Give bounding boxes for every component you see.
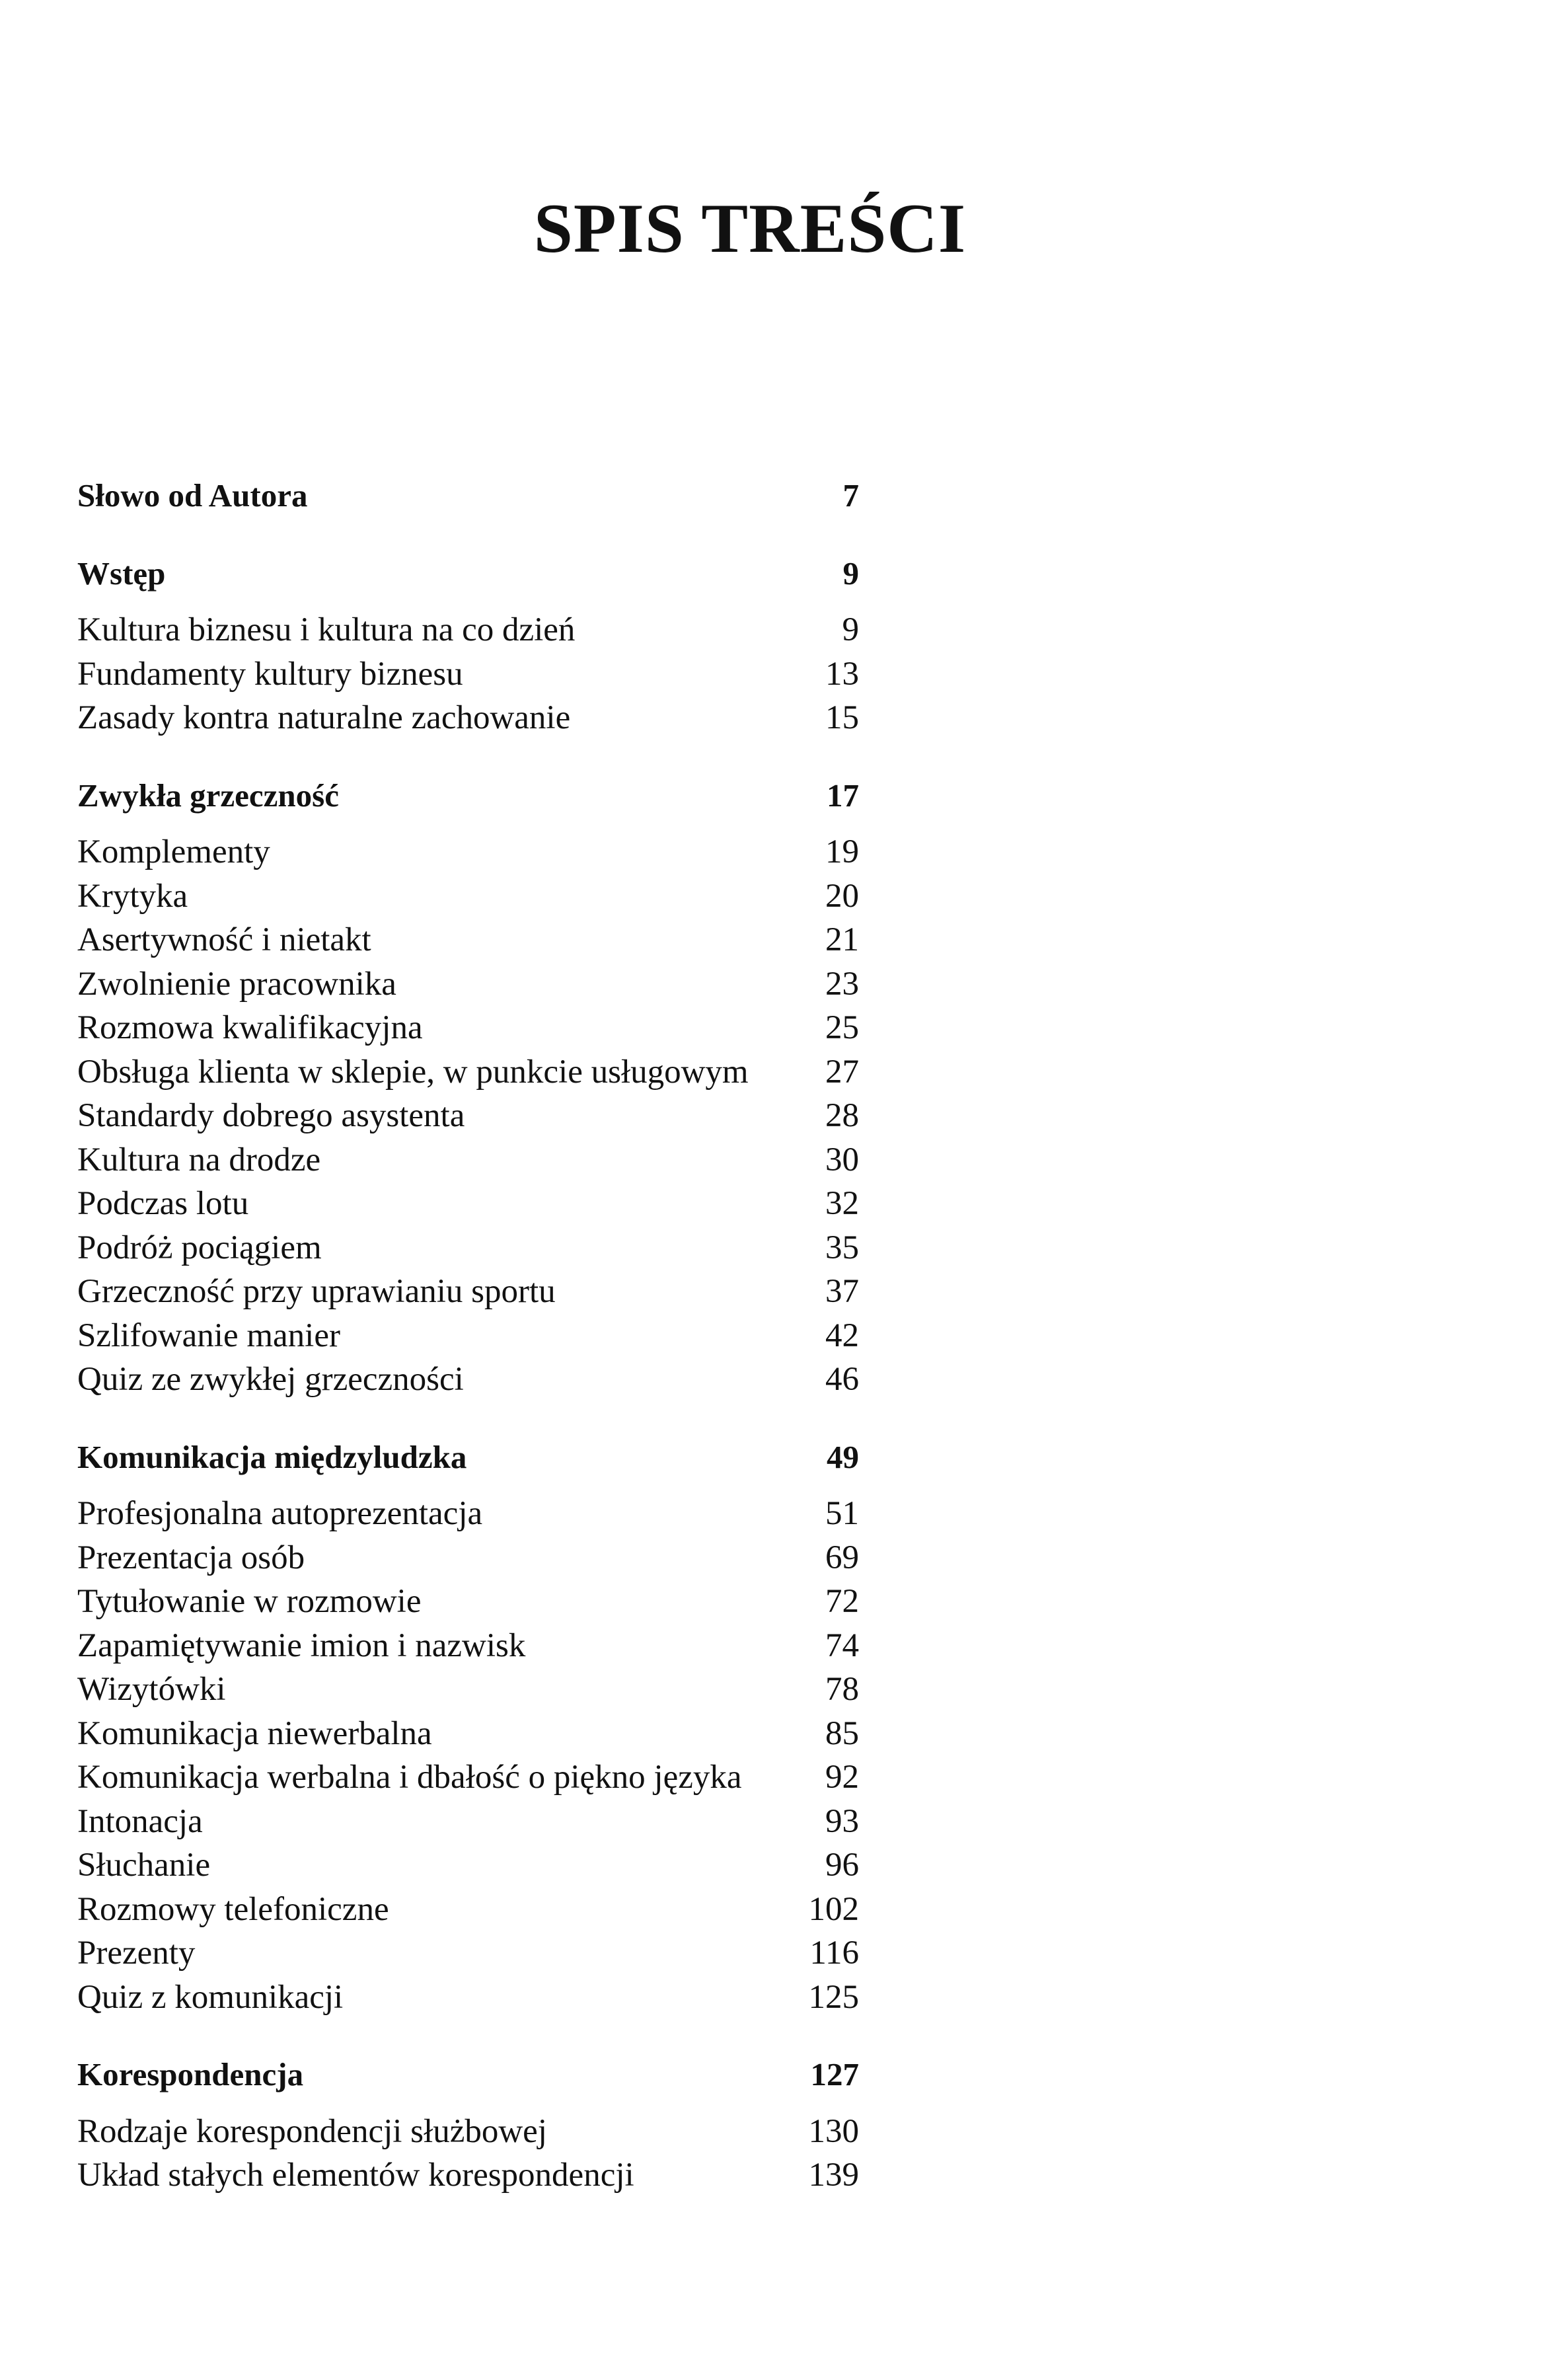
- toc-entry-title: Słuchanie: [77, 1847, 211, 1884]
- toc-chapter: [77, 774, 859, 818]
- toc-chapter: [77, 1436, 859, 1480]
- toc-entry: [77, 608, 859, 652]
- toc-chapter: [77, 474, 859, 518]
- toc-entry-page-number: 9: [842, 611, 859, 648]
- toc-entry: [77, 1226, 859, 1270]
- page-title: SPIS TREŚCI: [533, 190, 967, 267]
- toc-entry: [77, 1712, 859, 1756]
- toc-entry-title: Krytyka: [77, 877, 188, 915]
- toc-entry-title: Intonacja: [77, 1802, 203, 1840]
- toc-chapter-page-number: 17: [827, 777, 859, 814]
- toc-entry: [77, 2153, 859, 2198]
- toc-entry-title: Zasady kontra naturalne zachowanie: [77, 699, 571, 736]
- toc-entry-title: Profesjonalna autoprezentacja: [77, 1495, 483, 1532]
- toc-entry-title: Obsługa klienta w sklepie, w punkcie usługowym: [77, 1053, 749, 1091]
- toc-entry-page-number: 116: [809, 1935, 859, 1972]
- toc-entry-title: Prezenty: [77, 1935, 196, 1972]
- toc-section: [77, 1436, 859, 2020]
- toc-entry: [77, 1888, 859, 1932]
- toc-entry-page-number: 96: [825, 1847, 859, 1884]
- toc-entry-title: Kultura biznesu i kultura na co dzień: [77, 611, 576, 648]
- toc-entry: [77, 830, 859, 874]
- toc-entry-title: Wizytówki: [77, 1671, 226, 1708]
- toc-entry: [77, 1138, 859, 1182]
- toc-entry-page-number: 125: [808, 1978, 859, 2016]
- toc-entry: [77, 1358, 859, 1402]
- toc-entry-title: Podczas lotu: [77, 1185, 249, 1222]
- toc-entry: [77, 1755, 859, 1800]
- toc-entry: [77, 1800, 859, 1844]
- toc-entry: [77, 1536, 859, 1580]
- toc-entry-title: Quiz z komunikacji: [77, 1978, 344, 2016]
- toc-section: [77, 2053, 859, 2198]
- toc-entry-title: Komunikacja werbalna i dbałość o piękno języka: [77, 1759, 742, 1796]
- toc-entry: [77, 1182, 859, 1226]
- toc-entry: [77, 1050, 859, 1094]
- toc-entry: [77, 918, 859, 962]
- toc-entry: [77, 652, 859, 697]
- toc-entry-title: Kultura na drodze: [77, 1141, 321, 1178]
- toc-entry-title: Układ stałych elementów korespondencji: [77, 2157, 634, 2194]
- toc-entry-title: Zwolnienie pracownika: [77, 965, 396, 1003]
- toc-entry-page-number: 28: [825, 1097, 859, 1134]
- toc-entry-title: Rozmowy telefoniczne: [77, 1890, 389, 1928]
- toc-entry: [77, 1094, 859, 1138]
- toc-entry-title: Rozmowa kwalifikacyjna: [77, 1009, 423, 1046]
- toc-entry-page-number: 139: [808, 2157, 859, 2194]
- toc-entry: [77, 1580, 859, 1624]
- toc-entry-page-number: 93: [825, 1802, 859, 1840]
- toc-entry: [77, 1624, 859, 1668]
- toc-entry: [77, 962, 859, 1007]
- toc-entry-title: Asertywność i nietakt: [77, 921, 371, 958]
- toc-entry-title: Prezentacja osób: [77, 1539, 305, 1576]
- toc-entry-title: Tytułowanie w rozmowie: [77, 1583, 422, 1620]
- toc-chapter-page-number: 7: [842, 477, 859, 514]
- toc-entry-page-number: 78: [825, 1671, 859, 1708]
- toc-entry-title: Rodzaje korespondencji służbowej: [77, 2112, 547, 2150]
- toc-chapter: [77, 2053, 859, 2097]
- toc-entry: [77, 1931, 859, 1976]
- toc-entry-page-number: 25: [825, 1009, 859, 1046]
- toc-chapter-title: Słowo od Autora: [77, 477, 308, 514]
- toc-chapter-title: Korespondencja: [77, 2056, 304, 2092]
- toc-entry-title: Grzeczność przy uprawianiu sportu: [77, 1273, 556, 1310]
- toc-entry-title: Quiz ze zwykłej grzeczności: [77, 1361, 464, 1398]
- toc-entry: [77, 1006, 859, 1050]
- toc-chapter-title: Wstęp: [77, 555, 166, 592]
- toc-entry-page-number: 51: [825, 1495, 859, 1532]
- toc-entry: [77, 1492, 859, 1536]
- toc-chapter-page-number: 9: [842, 555, 859, 592]
- toc-section: [77, 552, 859, 740]
- toc-entry-page-number: 30: [825, 1141, 859, 1178]
- toc-entry-page-number: 20: [825, 877, 859, 915]
- toc-entry-page-number: 74: [825, 1627, 859, 1664]
- toc-entry: [77, 874, 859, 919]
- toc-entry: [77, 696, 859, 740]
- toc-entry-title: Komunikacja niewerbalna: [77, 1714, 432, 1752]
- toc-entry-page-number: 130: [808, 2112, 859, 2150]
- toc-entry-title: Standardy dobrego asystenta: [77, 1097, 465, 1134]
- toc-entry-page-number: 37: [825, 1273, 859, 1310]
- toc-entry: [77, 1976, 859, 2020]
- toc-entry-page-number: 13: [825, 655, 859, 693]
- toc-entry: [77, 1843, 859, 1888]
- table-of-contents: [77, 474, 859, 2231]
- toc-entry-title: Zapamiętywanie imion i nazwisk: [77, 1627, 526, 1664]
- toc-entry-title: Komplementy: [77, 833, 270, 870]
- toc-chapter-page-number: 49: [827, 1438, 859, 1475]
- toc-entry-title: Szlifowanie manier: [77, 1317, 340, 1354]
- toc-entry-page-number: 23: [825, 965, 859, 1003]
- toc-entry-page-number: 42: [825, 1317, 859, 1354]
- toc-chapter: [77, 552, 859, 596]
- toc-section: [77, 774, 859, 1402]
- toc-entry-page-number: 72: [825, 1583, 859, 1620]
- toc-entry: [77, 1668, 859, 1712]
- toc-entry-page-number: 21: [825, 921, 859, 958]
- toc-entry-page-number: 19: [825, 833, 859, 870]
- toc-entry-page-number: 92: [825, 1759, 859, 1796]
- toc-entry: [77, 1270, 859, 1314]
- toc-entry-page-number: 15: [825, 699, 859, 736]
- toc-chapter-title: Komunikacja międzyludzka: [77, 1438, 467, 1475]
- toc-entry: [77, 1314, 859, 1358]
- toc-chapter-page-number: 127: [810, 2056, 859, 2092]
- toc-entry-page-number: 69: [825, 1539, 859, 1576]
- toc-entry-page-number: 35: [825, 1229, 859, 1266]
- toc-entry-title: Podróż pociągiem: [77, 1229, 322, 1266]
- toc-entry-page-number: 27: [825, 1053, 859, 1091]
- toc-entry: [77, 2110, 859, 2154]
- toc-chapter-title: Zwykła grzeczność: [77, 777, 339, 814]
- toc-section: [77, 474, 859, 518]
- toc-entry-page-number: 102: [808, 1890, 859, 1928]
- toc-entry-page-number: 46: [825, 1361, 859, 1398]
- toc-entry-page-number: 85: [825, 1714, 859, 1752]
- toc-entry-page-number: 32: [825, 1185, 859, 1222]
- toc-entry-title: Fundamenty kultury biznesu: [77, 655, 463, 693]
